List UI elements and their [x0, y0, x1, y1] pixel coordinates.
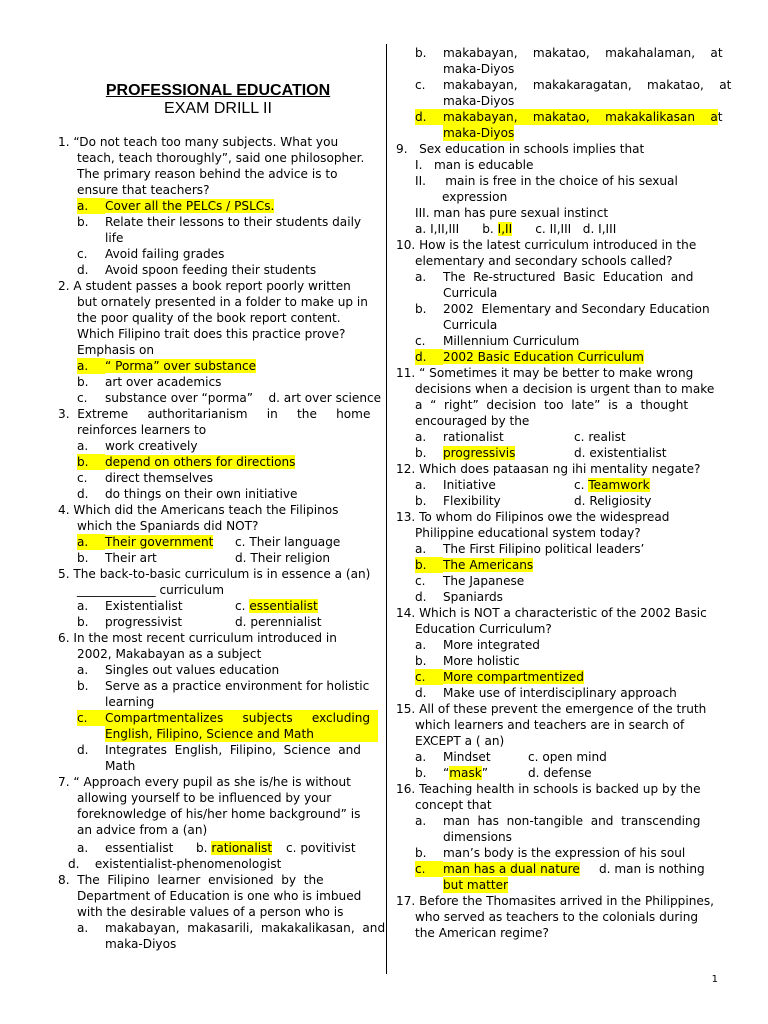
answer-option: c. substance over “porma” d. art over science — [77, 391, 382, 405]
answer-option: a. More integrated — [415, 638, 540, 652]
answer-option: d. Spaniards — [415, 590, 503, 604]
question-statement: I. man is educable — [415, 158, 534, 172]
answer-option: a. The First Filipino political leaders’ — [415, 542, 645, 556]
answer-option: b. art over academics — [77, 375, 222, 389]
answer-option: a. rationalist — [415, 430, 504, 444]
answer-option: a. Existentialist — [77, 599, 183, 613]
question-line: teach, teach thoroughly”, said one philosopher. — [77, 151, 365, 165]
question-line: 4. Which did the Americans teach the Filipinos — [58, 503, 339, 517]
answer-option: a. essentialist — [77, 841, 174, 855]
answer-option: d. perennialist — [235, 615, 322, 629]
answer-options-row: a. I,II,III b. I,II c. II,III d. I,III — [415, 222, 617, 236]
answer-option-correct: b. progressivis — [415, 446, 516, 460]
answer-option: b. progressivist — [77, 615, 183, 629]
answer-option: d. Make use of interdisciplinary approach — [415, 686, 677, 700]
question-line: foreknowledge of his/her home background” is — [77, 807, 361, 821]
question-line: Education Curriculum? — [415, 622, 552, 636]
answer-option: b. Flexibility — [415, 494, 501, 508]
answer-option-correct: b. depend on others for directions — [77, 455, 296, 469]
answer-option-cont: maka-Diyos — [443, 94, 515, 108]
answer-option: c. makabayan, makakaragatan, makatao, at — [415, 78, 732, 92]
answer-option-correct: c. essentialist — [235, 599, 318, 613]
question-line: 3. Extreme authoritarianism in the home — [58, 407, 371, 421]
question-line: 5. The back-to-basic curriculum is in essence a (an) — [58, 567, 371, 581]
answer-option: c. direct themselves — [77, 471, 214, 485]
answer-option: a. Initiative — [415, 478, 496, 492]
answer-option: c. The Japanese — [415, 574, 525, 588]
question-line: which learners and teachers are in search of — [415, 718, 685, 732]
question-line: 2. A student passes a book report poorly written — [58, 279, 351, 293]
question-line: reinforces learners to — [77, 423, 207, 437]
page-title: PROFESSIONAL EDUCATION — [105, 82, 331, 99]
answer-option-cont: Curricula — [443, 286, 498, 300]
question-statement: III. man has pure sexual instinct — [415, 206, 609, 220]
question-line: 1. “Do not teach too many subjects. What you — [58, 135, 339, 149]
column-divider — [386, 44, 387, 974]
question-line: 14. Which is NOT a characteristic of the 2002 Basic — [396, 606, 707, 620]
question-line: Emphasis on — [77, 343, 155, 357]
answer-option: c. open mind — [528, 750, 607, 764]
question-line: with the desirable values of a person who is — [77, 905, 344, 919]
answer-option-correct: a. “ Porma” over substance — [77, 359, 257, 373]
question-line: ensure that teachers? — [77, 183, 210, 197]
answer-option: c. povitivist — [286, 841, 356, 855]
answer-option: c. Their language — [235, 535, 341, 549]
answer-option-cont: learning — [105, 695, 155, 709]
question-line: _____________ curriculum — [77, 583, 224, 597]
question-line: an advice from a (an) — [77, 823, 208, 837]
question-line: Department of Education is one who is imbued — [77, 889, 362, 903]
answer-option: b. Their art — [77, 551, 157, 565]
answer-option: b. More holistic — [415, 654, 520, 668]
question-line: 12. Which does pataasan ng ihi mentality negate? — [396, 462, 701, 476]
answer-option: c. Millennium Curriculum — [415, 334, 580, 348]
question-line: 9. Sex education in schools implies that — [396, 142, 645, 156]
answer-option: b. makabayan, makatao, makahalaman, at — [415, 46, 723, 60]
answer-option-correct: b. rationalist — [196, 841, 273, 855]
answer-option-correct: a. Cover all the PELCs / PSLCs. — [77, 199, 275, 213]
question-line: EXCEPT a ( an) — [415, 734, 505, 748]
answer-option-correct: b. “mask” — [415, 766, 489, 780]
question-line: who served as teachers to the colonials during — [415, 910, 699, 924]
answer-option-cont: dimensions — [443, 830, 512, 844]
answer-option: a. Mindset — [415, 750, 491, 764]
question-line: 8. The Filipino learner envisioned by the — [58, 873, 324, 887]
answer-option: a. makabayan, makasarili, makakalikasan, and — [77, 921, 386, 935]
answer-option-correct: d. 2002 Basic Education Curriculum — [415, 350, 644, 364]
question-line: decisions when a decision is urgent than to make — [415, 382, 715, 396]
answer-option-correct: c. Teamwork — [574, 478, 650, 492]
answer-option: a. Singles out values education — [77, 663, 280, 677]
answer-option-correct-cont: English, Filipino, Science and Math — [105, 726, 378, 742]
answer-option: b. Relate their lessons to their students daily — [77, 215, 362, 229]
answer-option-correct-cont: maka-Diyos — [443, 126, 515, 140]
question-line: Philippine educational system today? — [415, 526, 641, 540]
question-line: a “ right” decision too late” is a thought — [415, 398, 689, 412]
question-line: Which Filipino trait does this practice prove? — [77, 327, 346, 341]
question-line: which the Spaniards did NOT? — [77, 519, 259, 533]
answer-option: b. 2002 Elementary and Secondary Education — [415, 302, 710, 316]
answer-option: c. Avoid failing grades — [77, 247, 225, 261]
question-line: 10. How is the latest curriculum introduced in the — [396, 238, 697, 252]
question-line: 13. To whom do Filipinos owe the widespread — [396, 510, 670, 524]
answer-option: d. existentialist — [574, 446, 667, 460]
answer-option-correct: a. Their government — [77, 535, 214, 549]
answer-option: a. The Re-structured Basic Education and — [415, 270, 694, 284]
question-line: 15. All of these prevent the emergence of the truth — [396, 702, 707, 716]
question-statement-cont: expression — [442, 190, 508, 204]
answer-option-correct: d. makabayan, makatao, makakalikasan at — [415, 110, 723, 124]
answer-option: a. man has non-tangible and transcending — [415, 814, 701, 828]
answer-option: d. Avoid spoon feeding their students — [77, 263, 317, 277]
question-line: the poor quality of the book report content. — [77, 311, 341, 325]
answer-option: c. realist — [574, 430, 626, 444]
answer-option: d. Integrates English, Filipino, Science and — [77, 743, 361, 757]
question-line: allowing yourself to be influenced by your — [77, 791, 332, 805]
answer-option-cont: Math — [105, 759, 136, 773]
question-line: 2002, Makabayan as a subject — [77, 647, 262, 661]
answer-option: d. do things on their own initiative — [77, 487, 298, 501]
question-line: 17. Before the Thomasites arrived in the Philippines, — [396, 894, 714, 908]
answer-option: d. existentialist-phenomenologist — [68, 857, 282, 871]
answer-option: b. Serve as a practice environment for holistic — [77, 679, 370, 693]
answer-option-cont: maka-Diyos — [105, 937, 177, 951]
question-statement: II. main is free in the choice of his sexual — [415, 174, 678, 188]
question-line: concept that — [415, 798, 492, 812]
answer-option-correct-cont: but matter — [443, 878, 509, 892]
answer-option: d. defense — [528, 766, 592, 780]
answer-option-cont: maka-Diyos — [443, 62, 515, 76]
page-number: 1 — [711, 974, 718, 985]
question-line: but ornately presented in a folder to make up in — [77, 295, 368, 309]
answer-option: b. man’s body is the expression of his soul — [415, 846, 686, 860]
question-line: The primary reason behind the advice is to — [77, 167, 338, 181]
question-line: 7. “ Approach every pupil as she is/he is without — [58, 775, 351, 789]
question-line: 11. “ Sometimes it may be better to make wrong — [396, 366, 694, 380]
question-line: encouraged by the — [415, 414, 530, 428]
answer-option: d. Their religion — [235, 551, 331, 565]
answer-option-correct: c. Compartmentalizes subjects excluding — [77, 710, 378, 726]
question-line: the American regime? — [415, 926, 549, 940]
answer-option-correct: c. man has a dual nature d. man is nothing — [415, 862, 705, 876]
question-line: 16. Teaching health in schools is backed up by the — [396, 782, 701, 796]
answer-option-correct: c. More compartmentized — [415, 670, 584, 684]
answer-option-cont: Curricula — [443, 318, 498, 332]
answer-option: d. Religiosity — [574, 494, 652, 508]
answer-option-correct: b. The Americans — [415, 558, 534, 572]
answer-option-cont: life — [105, 231, 124, 245]
question-line: 6. In the most recent curriculum introduced in — [58, 631, 337, 645]
question-line: elementary and secondary schools called? — [415, 254, 673, 268]
page-subtitle: EXAM DRILL II — [164, 100, 272, 117]
answer-option: a. work creatively — [77, 439, 198, 453]
